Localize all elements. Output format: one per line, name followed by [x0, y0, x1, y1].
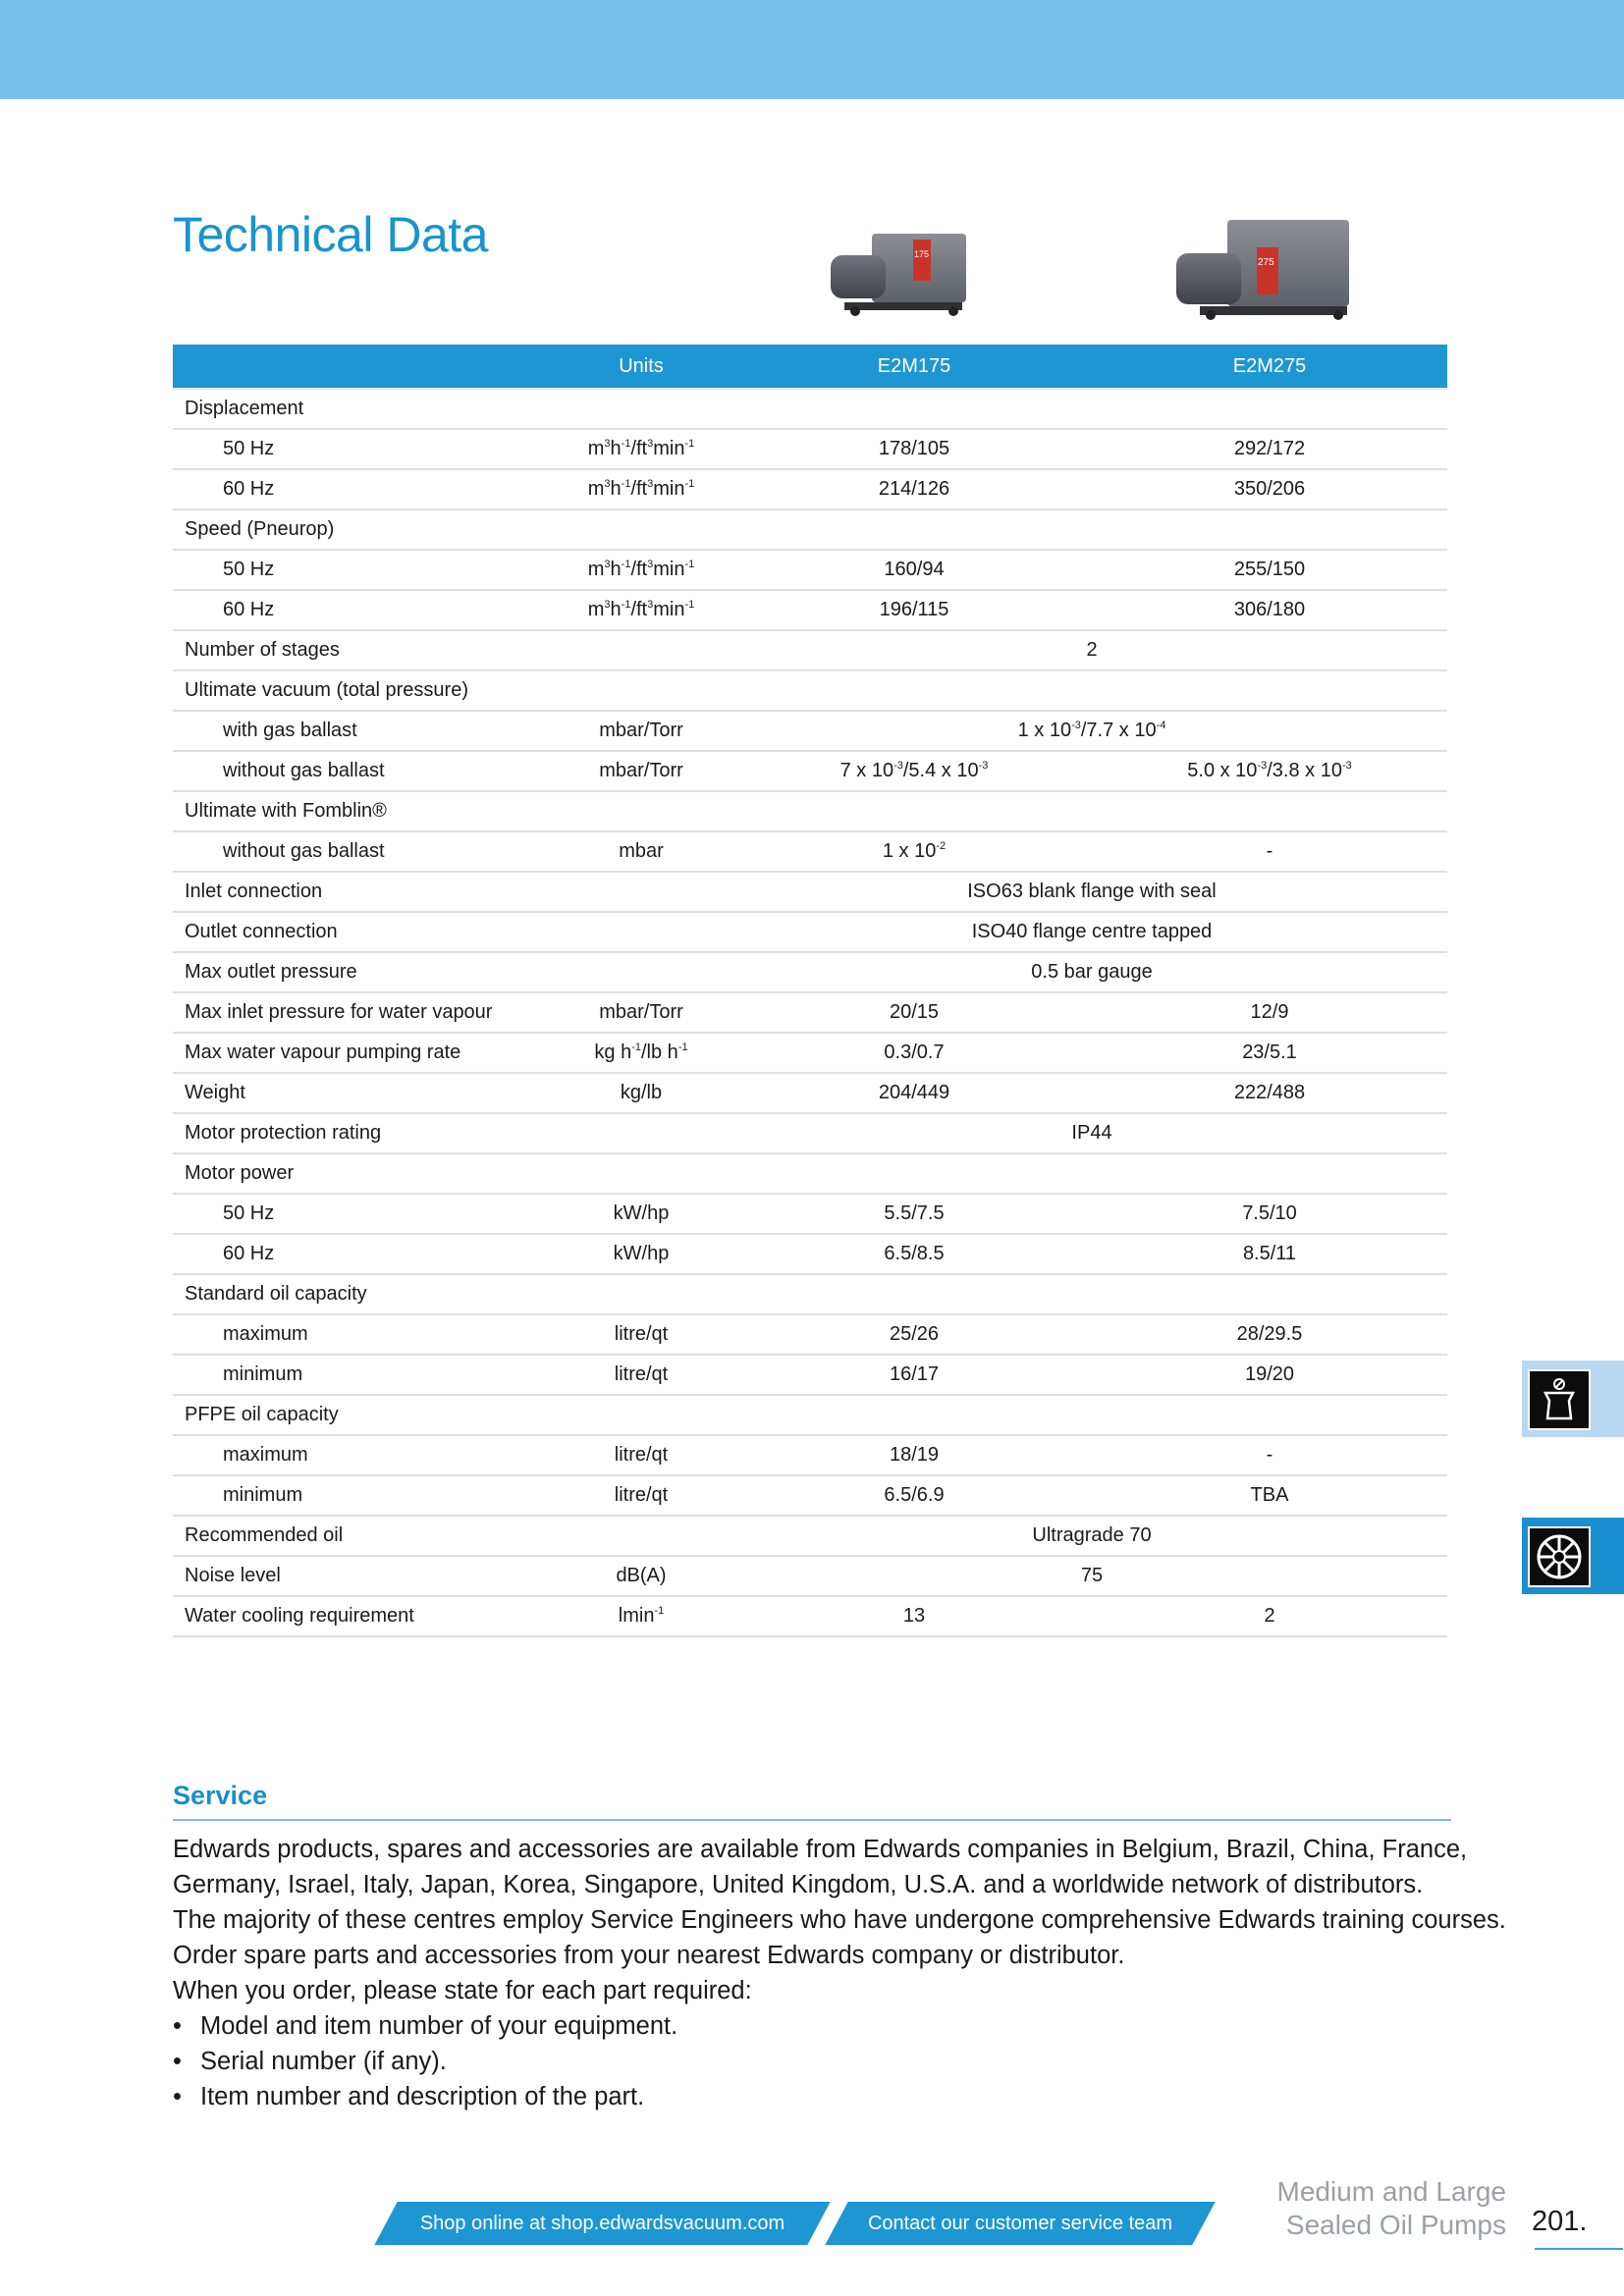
row-label: 60 Hz	[173, 1234, 546, 1274]
service-line: Edwards products, spares and accessories are available from Edwards companies in Belgium, Brazil, China, France,	[173, 1836, 1468, 1863]
row-value-e2m175	[736, 1395, 1092, 1435]
row-value-e2m175	[736, 791, 1092, 831]
row-units	[546, 952, 736, 992]
table-row	[173, 1194, 1447, 1234]
row-units: kW/hp	[546, 1234, 736, 1274]
row-value-e2m175: 6.5/8.5	[736, 1234, 1092, 1274]
row-value-e2m275: 7.5/10	[1092, 1194, 1447, 1234]
row-value-e2m175: 178/105	[736, 429, 1092, 469]
contact-customer-service-link[interactable]	[837, 2202, 1204, 2245]
row-value-e2m275	[1092, 1395, 1447, 1435]
row-units: $m^3h^{-1}/ft^3\min^{-1}$	[546, 469, 736, 509]
row-value-e2m275: 350/206	[1092, 469, 1447, 509]
row-value-both: ISO63 blank flange with seal	[736, 872, 1447, 912]
table-row	[173, 1475, 1447, 1516]
list-item-text: Model and item number of your equipment.	[200, 2012, 678, 2040]
top-banner	[0, 0, 1624, 99]
row-value-e2m275	[1092, 791, 1447, 831]
row-value-e2m175: 196/115	[736, 590, 1092, 630]
technical-data-table	[173, 345, 1447, 1637]
row-units: mbar/Torr	[546, 751, 736, 791]
table-row	[173, 1274, 1447, 1314]
row-value-e2m275: 23/5.1	[1092, 1033, 1447, 1073]
row-value-e2m275: 8.5/11	[1092, 1234, 1447, 1274]
table-row	[173, 831, 1447, 872]
service-bullet-list	[173, 2008, 1469, 2114]
side-tab-rotary[interactable]	[1522, 1518, 1624, 1594]
row-value-both: IP44	[736, 1113, 1447, 1153]
row-value-e2m175: 13	[736, 1596, 1092, 1636]
row-units: dB(A)	[546, 1556, 736, 1596]
row-value-e2m275: -	[1092, 831, 1447, 872]
table-header-row	[173, 345, 1447, 389]
table-row	[173, 509, 1447, 550]
row-value-e2m275: 255/150	[1092, 550, 1447, 590]
page-title: Technical Data	[173, 207, 488, 262]
row-value-e2m275: 306/180	[1092, 590, 1447, 630]
row-value-e2m275: 5.0 x $10^{-3}/3.8$ x $10^{-3}$	[1092, 751, 1447, 791]
table-row	[173, 1435, 1447, 1475]
service-text	[173, 1832, 1506, 2114]
table-row	[173, 630, 1447, 670]
row-label: Standard oil capacity	[173, 1274, 546, 1314]
row-label: Water cooling requirement	[173, 1596, 546, 1636]
row-value-e2m275: 292/172	[1092, 429, 1447, 469]
table-row	[173, 952, 1447, 992]
row-value-e2m175: 18/19	[736, 1435, 1092, 1475]
row-label: Ultimate vacuum (total pressure)	[173, 670, 546, 711]
row-value-e2m275: TBA	[1092, 1475, 1447, 1516]
row-units: $m^3h^{-1}/ft^3\min^{-1}$	[546, 429, 736, 469]
row-value-both: 0.5 bar gauge	[736, 952, 1447, 992]
table-row	[173, 1153, 1447, 1194]
row-value-both: Ultragrade 70	[736, 1516, 1447, 1556]
bullet-marker: •	[173, 2083, 182, 2110]
row-value-e2m175: 214/126	[736, 469, 1092, 509]
row-units	[546, 1516, 736, 1556]
row-units: mbar	[546, 831, 736, 872]
row-label: 60 Hz	[173, 590, 546, 630]
header-units: Units	[546, 345, 736, 389]
category-line-2: Sealed Oil Pumps	[1285, 2210, 1506, 2240]
row-value-e2m275: 28/29.5	[1092, 1314, 1447, 1355]
row-label: maximum	[173, 1314, 546, 1355]
service-line: Germany, Israel, Italy, Japan, Korea, Singapore, United Kingdom, U.S.A. and a worldwide network of distributors.	[173, 1871, 1424, 1898]
table-row	[173, 389, 1447, 429]
row-value-e2m175: 1 x $10^{-2}$	[736, 831, 1092, 872]
row-value-both: 1 x $10^{-3}/7.7$ x $10^{-4}$	[736, 711, 1447, 751]
table-row	[173, 1556, 1447, 1596]
row-value-e2m175: 7 x $10^{-3}/5.4$ x $10^{-3}$	[736, 751, 1092, 791]
row-label: Inlet connection	[173, 872, 546, 912]
row-label: Motor power	[173, 1153, 546, 1194]
row-value-e2m175: 160/94	[736, 550, 1092, 590]
row-units: lmin$^{-1}$	[546, 1596, 736, 1636]
row-label: Speed (Pneurop)	[173, 509, 546, 550]
row-units: litre/qt	[546, 1475, 736, 1516]
table-row	[173, 912, 1447, 952]
page-number-underline	[1535, 2248, 1623, 2250]
row-label: Ultimate with Fomblin®	[173, 791, 546, 831]
e2m275-pump-image	[1172, 214, 1353, 324]
table-row	[173, 791, 1447, 831]
row-label: 50 Hz	[173, 429, 546, 469]
row-label: Weight	[173, 1073, 546, 1113]
row-value-e2m275	[1092, 1153, 1447, 1194]
row-units	[546, 630, 736, 670]
table-row	[173, 1113, 1447, 1153]
row-units: $m^3h^{-1}/ft^3\min^{-1}$	[546, 590, 736, 630]
row-label: 50 Hz	[173, 550, 546, 590]
row-value-e2m275: -	[1092, 1435, 1447, 1475]
row-value-e2m175: 25/26	[736, 1314, 1092, 1355]
row-units	[546, 509, 736, 550]
table-row	[173, 1395, 1447, 1435]
row-value-e2m175: 0.3/0.7	[736, 1033, 1092, 1073]
row-units: litre/qt	[546, 1355, 736, 1395]
e2m175-pump-image	[827, 228, 974, 318]
row-units	[546, 791, 736, 831]
row-label: 50 Hz	[173, 1194, 546, 1234]
row-units	[546, 872, 736, 912]
list-item	[173, 2044, 1469, 2079]
table-body	[173, 389, 1447, 1636]
table-row	[173, 1314, 1447, 1355]
row-label: PFPE oil capacity	[173, 1395, 546, 1435]
bullet-marker: •	[173, 2012, 182, 2040]
row-label: with gas ballast	[173, 711, 546, 751]
page-number: 201.	[1532, 2206, 1588, 2237]
service-line: Order spare parts and accessories from your nearest Edwards company or distributor.	[173, 1942, 1125, 1969]
service-divider	[173, 1819, 1451, 1821]
shop-online-label: Shop online at shop.edwardsvacuum.com	[419, 2212, 785, 2234]
row-value-e2m275	[1092, 389, 1447, 429]
row-units: kW/hp	[546, 1194, 736, 1234]
row-label: Max outlet pressure	[173, 952, 546, 992]
section-category	[1257, 2175, 1506, 2242]
table-row	[173, 992, 1447, 1033]
row-label: Recommended oil	[173, 1516, 546, 1556]
header-e2m275: E2M275	[1092, 345, 1447, 389]
row-value-e2m175	[736, 670, 1092, 711]
row-value-e2m175: 16/17	[736, 1355, 1092, 1395]
service-line: The majority of these centres employ Service Engineers who have undergone comprehensive Edwards training courses.	[173, 1906, 1506, 1934]
row-units	[546, 1113, 736, 1153]
row-value-e2m275: 222/488	[1092, 1073, 1447, 1113]
row-value-e2m275: 2	[1092, 1596, 1447, 1636]
row-value-both: 75	[736, 1556, 1447, 1596]
shop-online-link[interactable]	[386, 2202, 819, 2245]
contact-label: Contact our customer service team	[867, 2212, 1173, 2234]
category-line-1: Medium and Large	[1276, 2176, 1506, 2207]
row-label: 60 Hz	[173, 469, 546, 509]
row-value-e2m175: 20/15	[736, 992, 1092, 1033]
service-heading: Service	[173, 1781, 268, 1810]
row-units: kg/lb	[546, 1073, 736, 1113]
row-label: maximum	[173, 1435, 546, 1475]
table-row	[173, 1234, 1447, 1274]
row-units	[546, 670, 736, 711]
row-label: Max inlet pressure for water vapour	[173, 992, 546, 1033]
e2m275-panel-label: 275	[1258, 257, 1274, 268]
row-label: Outlet connection	[173, 912, 546, 952]
row-value-e2m175	[736, 1153, 1092, 1194]
side-tab-oil[interactable]	[1522, 1361, 1624, 1437]
row-units	[546, 912, 736, 952]
list-item	[173, 2079, 1469, 2114]
table-row	[173, 429, 1447, 469]
e2m175-panel-label: 175	[914, 249, 930, 259]
row-value-e2m175	[736, 1274, 1092, 1314]
row-label: minimum	[173, 1475, 546, 1516]
row-value-e2m175: 5.5/7.5	[736, 1194, 1092, 1234]
row-units	[546, 1274, 736, 1314]
service-line: When you order, please state for each part required:	[173, 1977, 752, 2004]
row-units: kg $h^{-1}/lb$ $h^{-1}$	[546, 1033, 736, 1073]
header-label	[173, 345, 546, 389]
row-label: without gas ballast	[173, 831, 546, 872]
row-value-both: ISO40 flange centre tapped	[736, 912, 1447, 952]
table-row	[173, 872, 1447, 912]
row-units	[546, 389, 736, 429]
table-row	[173, 711, 1447, 751]
row-value-e2m275	[1092, 509, 1447, 550]
row-value-e2m175	[736, 389, 1092, 429]
table-row	[173, 751, 1447, 791]
row-value-e2m275: 12/9	[1092, 992, 1447, 1033]
row-label: Displacement	[173, 389, 546, 429]
list-item-text: Serial number (if any).	[200, 2048, 447, 2075]
row-value-e2m175: 6.5/6.9	[736, 1475, 1092, 1516]
row-units: mbar/Torr	[546, 992, 736, 1033]
row-units	[546, 1153, 736, 1194]
row-label: Max water vapour pumping rate	[173, 1033, 546, 1073]
row-label: Motor protection rating	[173, 1113, 546, 1153]
table-row	[173, 550, 1447, 590]
table-row	[173, 1596, 1447, 1636]
row-value-e2m275: 19/20	[1092, 1355, 1447, 1395]
list-item-text: Item number and description of the part.	[200, 2083, 645, 2110]
table-row	[173, 1355, 1447, 1395]
row-value-e2m275	[1092, 1274, 1447, 1314]
row-value-e2m175: 204/449	[736, 1073, 1092, 1113]
list-item	[173, 2008, 1469, 2044]
table-row	[173, 1033, 1447, 1073]
oil-bottle-icon	[1528, 1369, 1591, 1430]
row-value-e2m275	[1092, 670, 1447, 711]
row-label: Number of stages	[173, 630, 546, 670]
row-units: $m^3h^{-1}/ft^3\min^{-1}$	[546, 550, 736, 590]
row-value-e2m175	[736, 509, 1092, 550]
table-row	[173, 1516, 1447, 1556]
table-row	[173, 670, 1447, 711]
bullet-marker: •	[173, 2048, 182, 2075]
row-units: litre/qt	[546, 1314, 736, 1355]
table-row	[173, 1073, 1447, 1113]
row-label: Noise level	[173, 1556, 546, 1596]
row-units	[546, 1395, 736, 1435]
fan-impeller-icon	[1528, 1526, 1591, 1587]
row-units: mbar/Torr	[546, 711, 736, 751]
row-label: minimum	[173, 1355, 546, 1395]
table-row	[173, 590, 1447, 630]
row-value-both: 2	[736, 630, 1447, 670]
table-row	[173, 469, 1447, 509]
row-units: litre/qt	[546, 1435, 736, 1475]
row-label: without gas ballast	[173, 751, 546, 791]
header-e2m175: E2M175	[736, 345, 1092, 389]
